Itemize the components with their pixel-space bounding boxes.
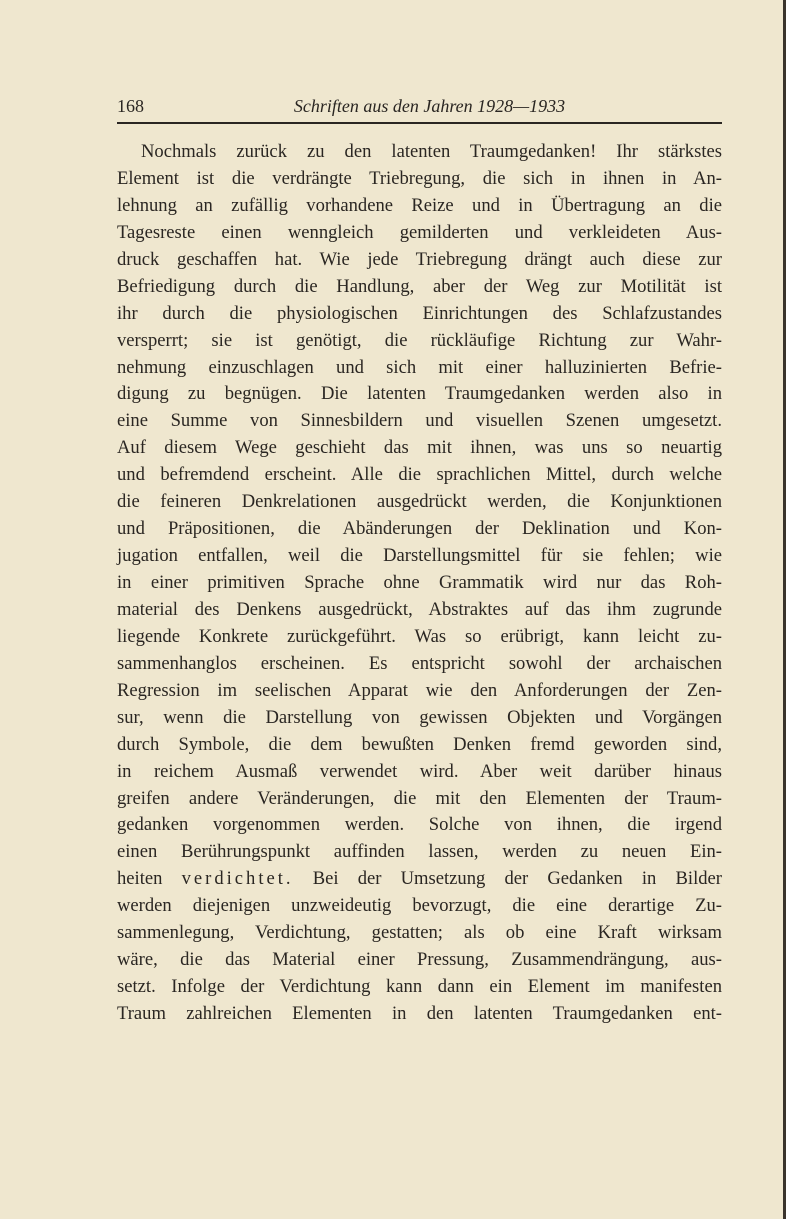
text-line: einen Berührungspunkt auffinden lassen, werden zu neuen Ein- — [117, 841, 722, 863]
text-line: nehmung einzuschlagen und sich mit einer halluzinierten Befrie- — [117, 356, 722, 378]
text-line: werden diejenigen unzweideutig bevorzugt, die eine derartige Zu- — [117, 895, 722, 917]
text-line: die feineren Denkrelationen ausgedrückt werden, die Konjunktionen — [117, 491, 722, 513]
text-line: durch Symbole, die dem bewußten Denken fremd geworden sind, — [117, 733, 722, 755]
text-line: jugation entfallen, weil die Darstellungsmittel für sie fehlen; wie — [117, 545, 722, 567]
text-line: Tagesreste einen wenngleich gemilderten und verkleideten Aus- — [117, 221, 722, 243]
text-line: material des Denkens ausgedrückt, Abstraktes auf das ihm zugrunde — [117, 598, 722, 620]
text-line: lehnung an zufällig vorhandene Reize und in Übertragung an die — [117, 194, 722, 216]
text-line: Auf diesem Wege geschieht das mit ihnen, was uns so neuartig — [117, 437, 722, 459]
text-span: Bei der Umsetzung der Gedanken in Bilder — [312, 868, 722, 890]
text-line: sammenlegung, Verdichtung, gestatten; als ob eine Kraft wirksam — [117, 922, 722, 944]
text-line: digung zu begnügen. Die latenten Traumgedanken werden also in — [117, 383, 722, 405]
page-number: 168 — [117, 96, 144, 116]
text-line: Regression im seelischen Apparat wie den Anforderungen der Zen- — [117, 679, 722, 701]
text-line — [117, 866, 722, 893]
text-line: in einer primitiven Sprache ohne Grammatik wird nur das Roh- — [117, 572, 722, 593]
text-line: Element ist die verdrängte Triebregung, die sich in ihnen in An- — [117, 167, 722, 189]
text-line: sammenhanglos erscheinen. Es entspricht sowohl der archaischen — [117, 652, 722, 674]
text-line: eine Summe von Sinnesbildern und visuellen Szenen umgesetzt. — [117, 410, 722, 432]
text-line: setzt. Infolge der Verdichtung kann dann ein Element im manifesten — [117, 976, 722, 998]
text-line: wäre, die das Material einer Pressung, Zusammendrängung, aus- — [117, 949, 722, 971]
text-line: gedanken vorgenommen werden. Solche von ihnen, die irgend — [117, 814, 722, 836]
text-line: sur, wenn die Darstellung von gewissen Objekten und Vorgängen — [117, 706, 722, 728]
text-line: liegende Konkrete zurückgeführt. Was so erübrigt, kann leicht zu- — [117, 625, 722, 647]
text-line: in reichem Ausmaß verwendet wird. Aber weit darüber hinaus — [117, 760, 722, 782]
text-span: heiten — [117, 868, 163, 890]
text-line: greifen andere Veränderungen, die mit den Elementen der Traum- — [117, 787, 722, 809]
text-line: druck geschaffen hat. Wie jede Triebregung drängt auch diese zur — [117, 248, 722, 270]
body-text — [117, 139, 722, 1028]
header-rule — [117, 122, 722, 124]
text-line: Traum zahlreichen Elementen in den latenten Traumgedanken ent- — [117, 1003, 722, 1024]
text-line: Nochmals zurück zu den latenten Traumgedanken! Ihr stärkstes — [141, 141, 722, 162]
text-line: und befremdend erscheint. Alle die sprachlichen Mittel, durch welche — [117, 464, 722, 486]
text-line: versperrt; sie ist genötigt, die rückläufige Richtung zur Wahr- — [117, 329, 722, 351]
spaced-emphasis: verdichtet. — [181, 868, 294, 890]
running-header — [117, 96, 722, 120]
text-line: ihr durch die physiologischen Einrichtungen des Schlafzustandes — [117, 302, 722, 324]
text-line: Befriedigung durch die Handlung, aber der Weg zur Motilität ist — [117, 275, 722, 297]
text-line: und Präpositionen, die Abänderungen der Deklination und Kon- — [117, 518, 722, 540]
running-title: Schriften aus den Jahren 1928—1933 — [293, 96, 566, 116]
